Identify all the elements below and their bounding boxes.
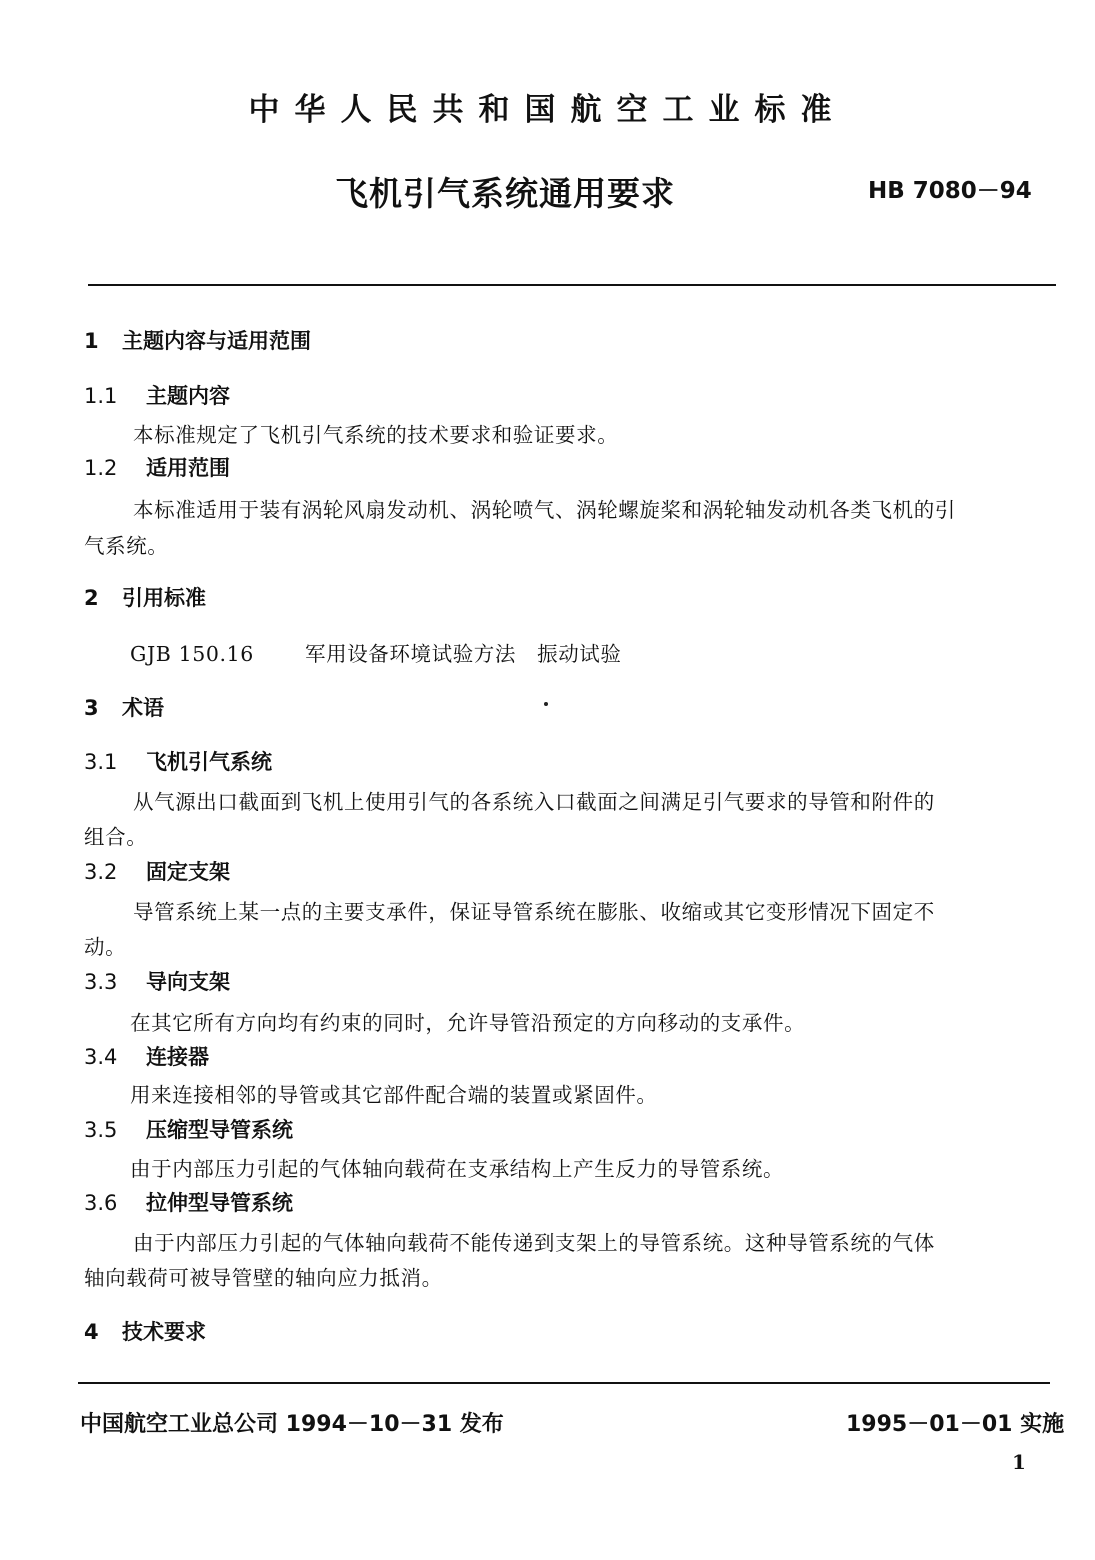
section-number: 3.6 xyxy=(84,1191,118,1215)
section-3-1-text-line-2: 组合。 xyxy=(84,825,148,849)
scan-speck xyxy=(544,702,548,706)
referenced-standard xyxy=(130,637,622,667)
section-3-6-text-line-2: 轴向载荷可被导管壁的轴向应力抵消。 xyxy=(84,1266,443,1290)
header-divider xyxy=(88,284,1056,286)
effective-statement: 1995－01－01 实施 xyxy=(846,1412,1065,1437)
section-title: 主题内容与适用范围 xyxy=(122,329,311,353)
section-1-2-heading xyxy=(84,452,230,482)
section-3-1-text-line-1: 从气源出口截面到飞机上使用引气的各系统入口截面之间满足引气要求的导管和附件的 xyxy=(133,790,935,814)
section-title: 技术要求 xyxy=(122,1320,206,1344)
section-3-4-heading xyxy=(84,1041,209,1071)
section-4-heading xyxy=(84,1316,206,1346)
section-title: 连接器 xyxy=(146,1045,209,1069)
section-number: 3.3 xyxy=(84,970,118,994)
section-number: 1 xyxy=(84,329,99,353)
section-number: 2 xyxy=(84,586,99,610)
section-number: 1.1 xyxy=(84,384,118,408)
section-3-heading xyxy=(84,692,164,722)
section-1-1-heading xyxy=(84,380,230,410)
section-title: 主题内容 xyxy=(146,384,230,408)
issue-statement: 中国航空工业总公司 1994－10－31 发布 xyxy=(80,1412,504,1437)
section-title: 导向支架 xyxy=(146,970,230,994)
section-3-2-heading xyxy=(84,856,230,886)
section-number: 3.5 xyxy=(84,1118,118,1142)
section-1-heading xyxy=(84,325,311,355)
section-title: 术语 xyxy=(122,696,164,720)
section-3-6-heading xyxy=(84,1187,293,1217)
section-number: 3.4 xyxy=(84,1045,118,1069)
section-2-heading xyxy=(84,582,206,612)
section-3-2-text-line-1: 导管系统上某一点的主要支承件，保证导管系统在膨胀、收缩或其它变形情况下固定不 xyxy=(133,900,935,924)
page-number: 1 xyxy=(1012,1450,1026,1474)
reference-code: GJB 150.16 xyxy=(130,642,254,666)
section-3-5-text: 由于内部压力引起的气体轴向载荷在支承结构上产生反力的导管系统。 xyxy=(130,1157,785,1181)
section-3-3-heading xyxy=(84,966,230,996)
section-number: 4 xyxy=(84,1320,99,1344)
section-1-2-text-line-1: 本标准适用于装有涡轮风扇发动机、涡轮喷气、涡轮螺旋桨和涡轮轴发动机各类飞机的引 xyxy=(133,498,956,522)
section-3-6-text-line-1: 由于内部压力引起的气体轴向载荷不能传递到支架上的导管系统。这种导管系统的气体 xyxy=(133,1231,935,1255)
standard-code: HB 7080－94 xyxy=(868,178,1032,204)
section-title: 固定支架 xyxy=(146,860,230,884)
section-3-1-heading xyxy=(84,746,272,776)
reference-name: 军用设备环境试验方法 振动试验 xyxy=(305,642,622,666)
organization-title: 中华人民共和国航空工业标准 xyxy=(248,92,847,128)
document-title: 飞机引气系统通用要求 xyxy=(335,174,675,213)
section-3-3-text: 在其它所有方向均有约束的同时，允许导管沿预定的方向移动的支承件。 xyxy=(130,1011,806,1035)
section-number: 3 xyxy=(84,696,99,720)
section-title: 压缩型导管系统 xyxy=(146,1118,293,1142)
section-number: 3.2 xyxy=(84,860,118,884)
section-number: 3.1 xyxy=(84,750,118,774)
section-3-2-text-line-2: 动。 xyxy=(84,935,127,959)
section-3-4-text: 用来连接相邻的导管或其它部件配合端的装置或紧固件。 xyxy=(130,1083,658,1107)
section-title: 适用范围 xyxy=(146,456,230,480)
section-title: 飞机引气系统 xyxy=(146,750,272,774)
section-number: 1.2 xyxy=(84,456,118,480)
section-title: 拉伸型导管系统 xyxy=(146,1191,293,1215)
section-1-2-text-line-2: 气系统。 xyxy=(84,534,169,558)
section-3-5-heading xyxy=(84,1114,293,1144)
section-title: 引用标准 xyxy=(122,586,206,610)
section-1-1-text: 本标准规定了飞机引气系统的技术要求和验证要求。 xyxy=(133,423,619,447)
footer-divider xyxy=(78,1382,1050,1384)
